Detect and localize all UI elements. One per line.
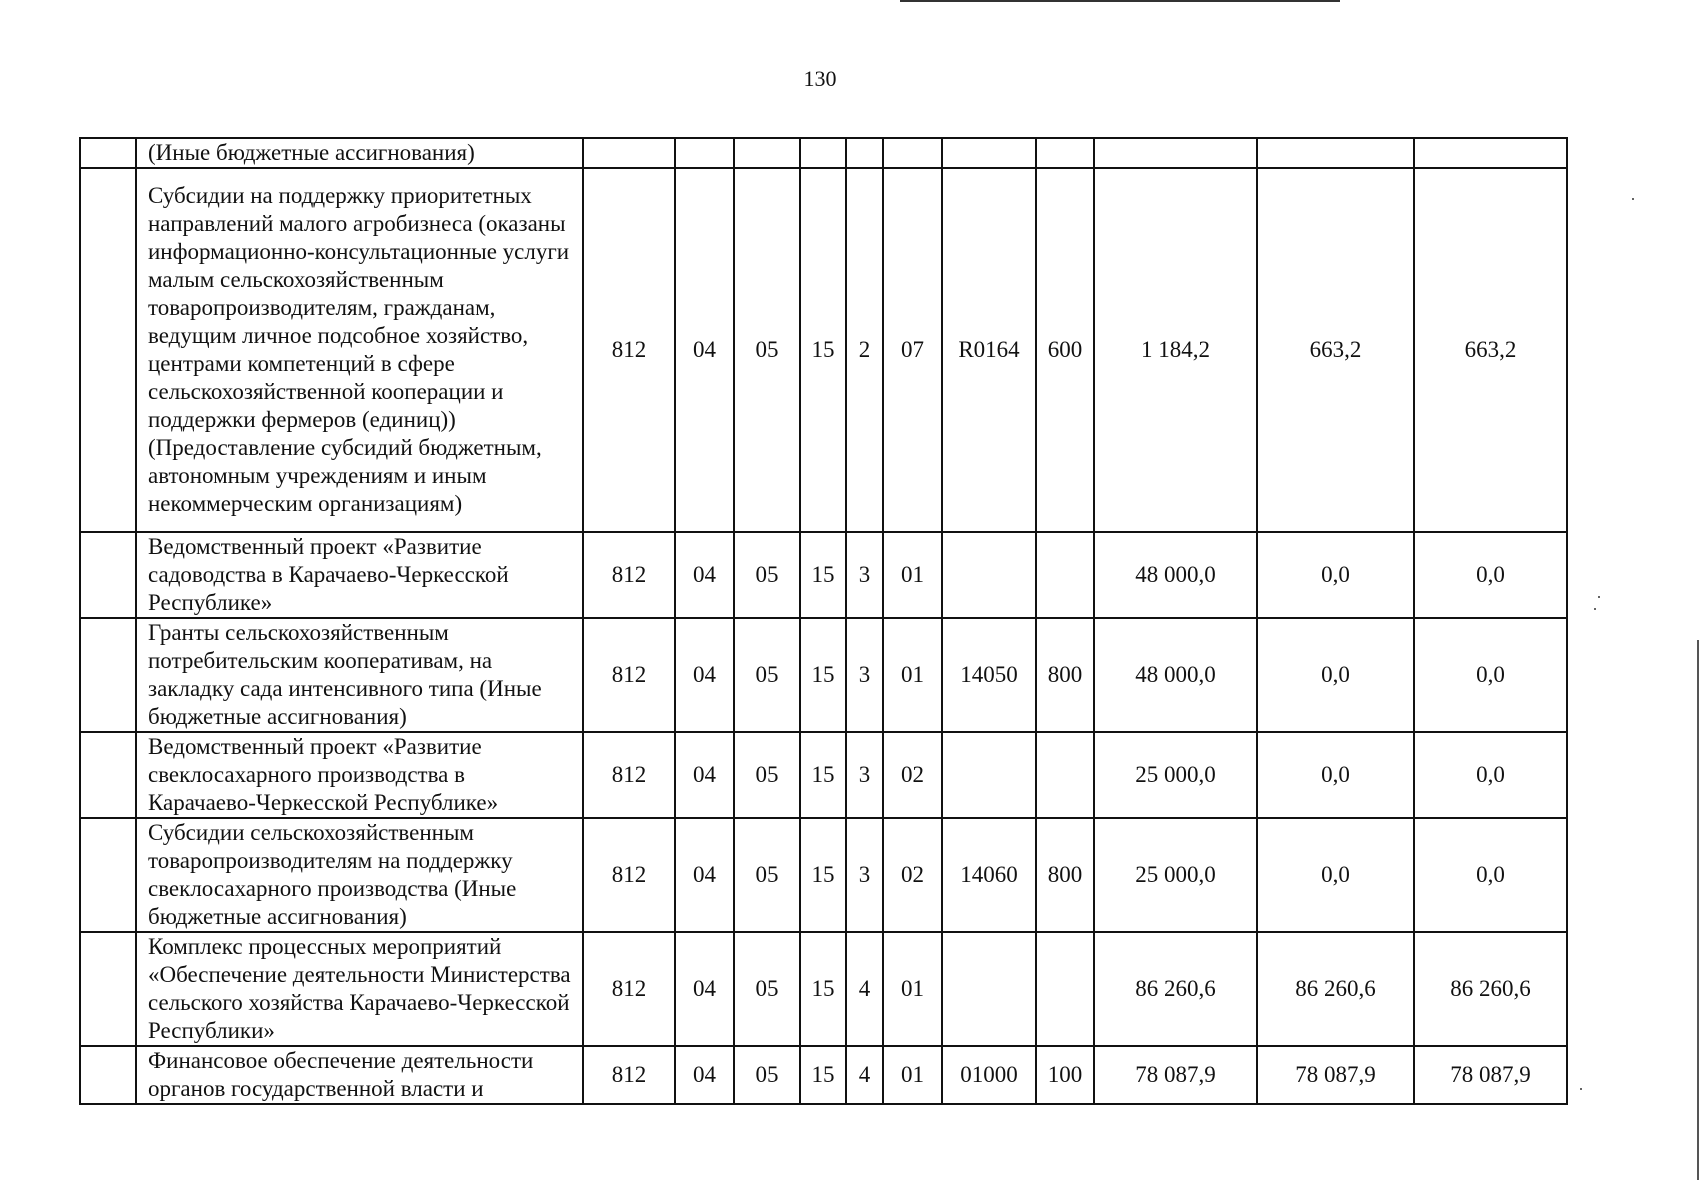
subprogram-code-cell: 2 xyxy=(846,168,883,532)
description-cell: Финансовое обеспечение деятельности органов государственной власти и xyxy=(136,1046,583,1104)
page-number: 130 xyxy=(803,66,837,91)
section-code-cell: 04 xyxy=(675,732,734,818)
amount-year2-cell: 86 260,6 xyxy=(1257,932,1414,1046)
amount-year2-cell: 0,0 xyxy=(1257,532,1414,618)
expense-type-cell xyxy=(1036,532,1094,618)
amount-year1-cell: 48 000,0 xyxy=(1094,618,1257,732)
direction-code-cell xyxy=(942,732,1036,818)
section-code-cell: 04 xyxy=(675,532,734,618)
event-code-cell: 02 xyxy=(883,732,942,818)
row-number-cell xyxy=(80,1046,136,1104)
description-cell: (Иные бюджетные ассигнования) xyxy=(136,138,583,168)
program-code-cell: 15 xyxy=(800,168,846,532)
amount-year3-cell: 78 087,9 xyxy=(1414,1046,1567,1104)
row-number-cell xyxy=(80,732,136,818)
direction-code-cell xyxy=(942,532,1036,618)
event-code-cell xyxy=(883,138,942,168)
section-code-cell: 04 xyxy=(675,168,734,532)
admin-code-cell: 812 xyxy=(583,732,675,818)
scan-speck xyxy=(1632,198,1634,200)
direction-code-cell xyxy=(942,932,1036,1046)
amount-year1-cell: 1 184,2 xyxy=(1094,168,1257,532)
event-code-cell: 01 xyxy=(883,932,942,1046)
amount-year3-cell: 86 260,6 xyxy=(1414,932,1567,1046)
section-code-cell: 04 xyxy=(675,618,734,732)
program-code-cell: 15 xyxy=(800,1046,846,1104)
amount-year1-cell: 78 087,9 xyxy=(1094,1046,1257,1104)
direction-code-cell: 01000 xyxy=(942,1046,1036,1104)
subprogram-code-cell: 4 xyxy=(846,932,883,1046)
amount-year3-cell xyxy=(1414,138,1567,168)
amount-year1-cell: 86 260,6 xyxy=(1094,932,1257,1046)
expense-type-cell xyxy=(1036,138,1094,168)
scan-speck xyxy=(1594,608,1596,610)
table-row xyxy=(80,168,1567,532)
direction-code-cell: 14060 xyxy=(942,818,1036,932)
admin-code-cell: 812 xyxy=(583,1046,675,1104)
subprogram-code-cell: 3 xyxy=(846,618,883,732)
expense-type-cell: 600 xyxy=(1036,168,1094,532)
subsection-code-cell: 05 xyxy=(734,532,800,618)
event-code-cell: 01 xyxy=(883,1046,942,1104)
event-code-cell: 01 xyxy=(883,618,942,732)
admin-code-cell: 812 xyxy=(583,168,675,532)
section-code-cell: 04 xyxy=(675,1046,734,1104)
row-number-cell xyxy=(80,818,136,932)
subsection-code-cell xyxy=(734,138,800,168)
table-row xyxy=(80,1046,1567,1104)
program-code-cell xyxy=(800,138,846,168)
amount-year2-cell: 0,0 xyxy=(1257,732,1414,818)
section-code-cell: 04 xyxy=(675,818,734,932)
table-row xyxy=(80,618,1567,732)
subsection-code-cell: 05 xyxy=(734,168,800,532)
amount-year2-cell: 0,0 xyxy=(1257,818,1414,932)
event-code-cell: 01 xyxy=(883,532,942,618)
direction-code-cell: 14050 xyxy=(942,618,1036,732)
event-code-cell: 07 xyxy=(883,168,942,532)
amount-year3-cell: 0,0 xyxy=(1414,732,1567,818)
table-row xyxy=(80,138,1567,168)
table-row xyxy=(80,532,1567,618)
row-number-cell xyxy=(80,138,136,168)
amount-year1-cell: 48 000,0 xyxy=(1094,532,1257,618)
scan-speck xyxy=(1580,1088,1582,1090)
subprogram-code-cell: 3 xyxy=(846,818,883,932)
table-row xyxy=(80,732,1567,818)
program-code-cell: 15 xyxy=(800,618,846,732)
subsection-code-cell: 05 xyxy=(734,1046,800,1104)
table-row xyxy=(80,932,1567,1046)
amount-year2-cell: 78 087,9 xyxy=(1257,1046,1414,1104)
amount-year3-cell: 0,0 xyxy=(1414,818,1567,932)
section-code-cell xyxy=(675,138,734,168)
table-row xyxy=(80,818,1567,932)
expense-type-cell: 800 xyxy=(1036,818,1094,932)
description-cell: Ведомственный проект «Развитие садоводства в Карачаево-Черкесской Республике» xyxy=(136,532,583,618)
direction-code-cell: R0164 xyxy=(942,168,1036,532)
amount-year2-cell: 663,2 xyxy=(1257,168,1414,532)
scan-speck xyxy=(1598,596,1600,598)
admin-code-cell: 812 xyxy=(583,932,675,1046)
subprogram-code-cell: 3 xyxy=(846,532,883,618)
event-code-cell: 02 xyxy=(883,818,942,932)
subsection-code-cell: 05 xyxy=(734,932,800,1046)
subsection-code-cell: 05 xyxy=(734,818,800,932)
row-number-cell xyxy=(80,618,136,732)
admin-code-cell: 812 xyxy=(583,818,675,932)
admin-code-cell: 812 xyxy=(583,532,675,618)
description-cell: Комплекс процессных мероприятий «Обеспечение деятельности Министерства сельского хозяйства Карачаево-Черкесской Республики» xyxy=(136,932,583,1046)
program-code-cell: 15 xyxy=(800,532,846,618)
amount-year3-cell: 663,2 xyxy=(1414,168,1567,532)
scan-top-rule xyxy=(900,0,1340,2)
subsection-code-cell: 05 xyxy=(734,618,800,732)
description-cell: Субсидии на поддержку приоритетных направлений малого агробизнеса (оказаны информационно-консультационные услуги малым сельскохозяйственным товаропроизводителям, гражданам, ведущим личное подсобное хозяйство, центрами компетенций в сфере сельскохозяйственной кооперации и поддержки фермеров (единиц)) (Предоставление субсидий бюджетным, автономным учреждениям и иным некоммерческим организациям) xyxy=(136,168,583,532)
program-code-cell: 15 xyxy=(800,818,846,932)
admin-code-cell xyxy=(583,138,675,168)
budget-table xyxy=(79,137,1568,1105)
subprogram-code-cell: 4 xyxy=(846,1046,883,1104)
amount-year1-cell: 25 000,0 xyxy=(1094,818,1257,932)
subsection-code-cell: 05 xyxy=(734,732,800,818)
expense-type-cell xyxy=(1036,732,1094,818)
section-code-cell: 04 xyxy=(675,932,734,1046)
subprogram-code-cell: 3 xyxy=(846,732,883,818)
program-code-cell: 15 xyxy=(800,732,846,818)
description-cell: Субсидии сельскохозяйственным товаропроизводителям на поддержку свеклосахарного производства (Иные бюджетные ассигнования) xyxy=(136,818,583,932)
amount-year1-cell: 25 000,0 xyxy=(1094,732,1257,818)
program-code-cell: 15 xyxy=(800,932,846,1046)
amount-year2-cell: 0,0 xyxy=(1257,618,1414,732)
expense-type-cell xyxy=(1036,932,1094,1046)
description-cell: Ведомственный проект «Развитие свеклосахарного производства в Карачаево-Черкесской Республике» xyxy=(136,732,583,818)
description-cell: Гранты сельскохозяйственным потребительским кооперативам, на закладку сада интенсивного типа (Иные бюджетные ассигнования) xyxy=(136,618,583,732)
admin-code-cell: 812 xyxy=(583,618,675,732)
amount-year3-cell: 0,0 xyxy=(1414,532,1567,618)
amount-year2-cell xyxy=(1257,138,1414,168)
row-number-cell xyxy=(80,932,136,1046)
amount-year3-cell: 0,0 xyxy=(1414,618,1567,732)
amount-year1-cell xyxy=(1094,138,1257,168)
expense-type-cell: 100 xyxy=(1036,1046,1094,1104)
expense-type-cell: 800 xyxy=(1036,618,1094,732)
scan-right-edge xyxy=(1697,640,1699,1180)
row-number-cell xyxy=(80,168,136,532)
row-number-cell xyxy=(80,532,136,618)
direction-code-cell xyxy=(942,138,1036,168)
subprogram-code-cell xyxy=(846,138,883,168)
